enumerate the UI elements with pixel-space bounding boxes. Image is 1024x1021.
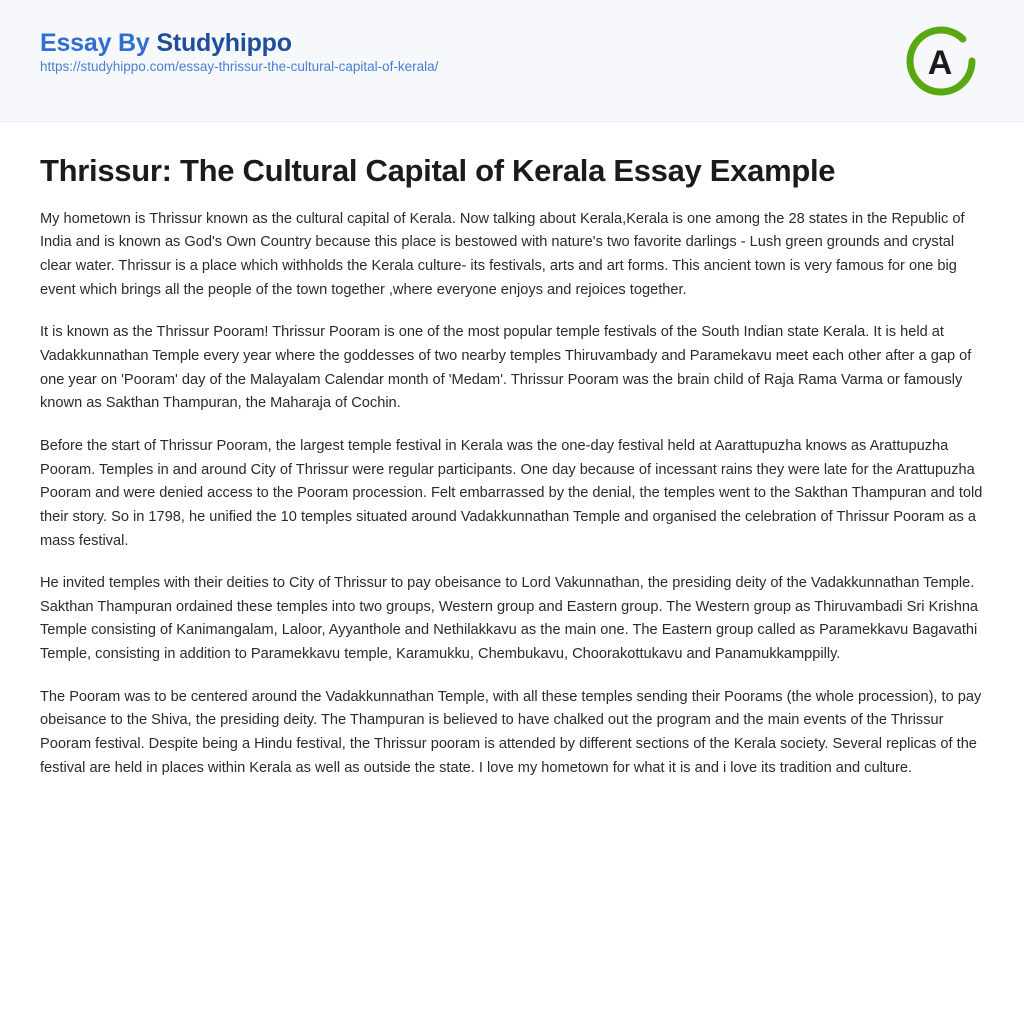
page-title: Thrissur: The Cultural Capital of Kerala Essay Example — [40, 153, 836, 188]
brand-title — [40, 28, 984, 58]
studyhippo-logo-icon — [902, 22, 980, 100]
source-url-link[interactable]: https://studyhippo.com/essay-thrissur-the-cultural-capital-of-kerala/ — [40, 59, 439, 74]
paragraph: Before the start of Thrissur Pooram, the largest temple festival in Kerala was the one-day festival held at Aarattupuzha knows as Arattupuzha Pooram. Temples in and around City of Thrissur were regular participants. One day because of incessant rains they were late for the Arattupuzha Pooram and were denied access to the Pooram procession. Felt embarrassed by the denial, the temples went to the Sakthan Thampuran and told their story. So in 1798, he unified the 10 temples situated around Vadakkunnathan Temple and organised the celebration of Thrissur Pooram as a mass festival. — [40, 437, 983, 549]
brand-name: Studyhippo — [156, 29, 292, 57]
paragraph: It is known as the Thrissur Pooram! Thrissur Pooram is one of the most popular temple festivals of the South Indian state Kerala. It is held at Vadakkunnathan Temple every year where the goddesses of two nearby temples Thiruvambady and Paramekavu meet each other after a gap of one year on 'Pooram' day of the Malayalam Calendar month of 'Medam'. Thrissur Pooram was the brain child of Raja Rama Varma or famously known as Sakthan Thampuran, the Maharaja of Cochin. — [40, 324, 972, 412]
paragraph: The Pooram was to be centered around the Vadakkunnathan Temple, with all these temples sending their Poorams (the whole procession), to pay obeisance to the Shiva, the presiding deity. The Thampuran is believed to have chalked out the program and the main events of the Thrissur Pooram festival. Despite being a Hindu festival, the Thrissur pooram is attended by different sections of the Kerala society. Several replicas of the festival are held in places within Kerala as well as outside the state. I love my hometown for what it is and i love its tradition and culture. — [40, 688, 982, 776]
svg-text:A: A — [927, 44, 953, 82]
paragraph: He invited temples with their deities to City of Thrissur to pay obeisance to Lord Vakunnathan, the presiding deity of the Vadakkunnathan Temple. Sakthan Thampuran ordained these temples into two groups, Western group and Eastern group. The Western group as Thiruvambadi Sri Krishna Temple consisting of Kanimangalam, Laloor, Ayyanthole and Nethilakkavu as the main one. The Eastern group called as Paramekkavu Bagavathi Temple, consisting in addition to Paramekkavu temple, Karamukku, Chembukavu, Choorakottukavu and Panamukkamppilly. — [40, 575, 979, 663]
brand-prefix: Essay By — [40, 29, 157, 57]
site-header — [0, 0, 1024, 122]
paragraph: My hometown is Thrissur known as the cultural capital of Kerala. Now talking about Kerala,Kerala is one among the 28 states in the Republic of India and is known as God's Own Country because this place is bestowed with nature's two favorite darlings - Lush green grounds and crystal clear water. Thrissur is a place which withholds the Kerala culture- its festivals, arts and art forms. This ancient town is very famous for one big event which brings all the people of the town together ,where everyone enjoys and rejoices together. — [40, 210, 965, 298]
document-body — [0, 122, 1024, 804]
